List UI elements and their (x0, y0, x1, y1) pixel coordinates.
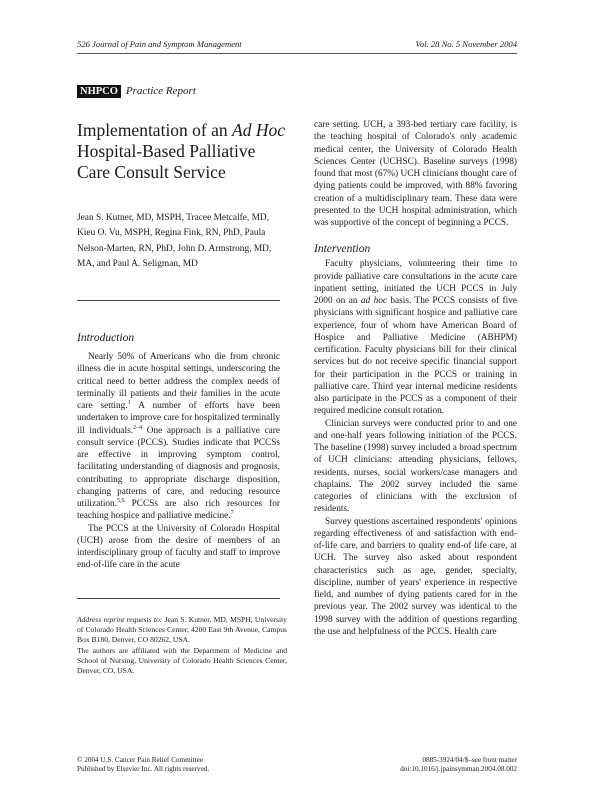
footnote (77, 615, 287, 677)
right-column (314, 119, 517, 638)
intro-heading: Introduction (77, 332, 135, 344)
running-header (77, 39, 517, 51)
publisher-line: Published by Elsevier Inc. All rights reserved. (77, 765, 210, 774)
running-header-left: 526 Journal of Pain and Symptom Management (77, 39, 242, 49)
article-title (77, 120, 287, 183)
section-name: Practice Report (125, 85, 196, 97)
header-rule (77, 53, 517, 54)
footer-right (400, 756, 517, 775)
title-part-2: Hospital-Based Palliative Care Consult Service (77, 141, 256, 182)
intervention-heading: Intervention (314, 243, 371, 256)
intro-paragraph-2: The PCCS at the University of Colorado Hospital (UCH) arose from the desire of members of an interdisciplinary group of faculty and staff to improve end-of-life care in the acute (77, 523, 280, 571)
intervention-paragraph-3: Survey questions ascertained respondents' opinions regarding effectiveness of and satisfaction with end-of-life care, and barriers to quality end-of life care, at UCH. The survey also asked about respondent characteristics such as age, gender, specialty, discipline, number of years' experience in respective field, and number of dying patients cared for in the previous year. The 2002 survey was identical to the 1998 survey with the addition of questions regarding the use and helpfulness of the PCCS. Health care (314, 516, 517, 637)
footnote-divider (77, 598, 280, 599)
title-part-1: Implementation of an (77, 120, 233, 140)
copyright-line: © 2004 U.S. Cancer Pain Relief Committee (77, 756, 204, 764)
intervention-paragraph-1: Faculty physicians, volunteering their time to provide palliative care consultations in the acute care inpatient setting, initiated the UCH PCCS in July 2000 on an ad hoc basis. The PCCS consists of five physicians with significant hospice and palliative care experience, four of whom have American Board of Hospice and Palliative Medicine (ABHPM) certification. Faculty physicians bill for their clinical services but do not receive specific financial support for their participation in the PCCS or training in palliative care. Third year internal medicine residents also participate in the PCCS as a component of their required medicine consult rotation. (314, 259, 517, 417)
nhpco-badge: NHPCO (77, 85, 121, 98)
footer-left (77, 756, 209, 775)
right-continuation-paragraph: care setting. UCH, a 393-bed tertiary care facility, is the teaching hospital of Colorado's only academic medical center, the University of Colorado Health Sciences Center (UCHSC). Baseline surveys (1998) found that most (67%) UCH clinicians thought care of dying patients could be improved, with 88% favoring creation of a multidisciplinary team. These data were presented to the UCH hospital administration, which was supportive of the concept of beginning a PCCS. (314, 120, 517, 228)
issn-line: 0885-3924/04/$–see front matter (422, 756, 517, 764)
affiliation-footnote: The authors are affiliated with the Department of Medicine and School of Nursing, University of Colorado Health Sciences Center, Denver, CO, USA. (77, 646, 287, 675)
title-divider (77, 300, 280, 301)
left-column (77, 332, 280, 572)
author-list: Jean S. Kutner, MD, MSPH, Tracee Metcalfe, MD, Kieu O. Vu, MSPH, Regina Fink, RN, PhD, Paula Nelson-Marten, RN, PhD, John D. Armstrong, MD, MA, and Paul A. Seligman, MD (77, 213, 272, 269)
section-tag (77, 84, 196, 98)
intro-paragraph-1: Nearly 50% of Americans who die from chronic illness die in acute hospital settings, underscoring the critical need to better address the complex needs of terminally ill patients and their families in the acute care setting.$^1$ A number of efforts have been undertaken to improve care for hospitalized terminally ill individuals.$^{2-4}$ One approach is a palliative care consult service (PCCS). Studies indicate that PCCSs are effective in improving symptom control, facilitating understanding of diagnosis and prognosis, contributing to appropriate discharge disposition, changing patterns of care, and reducing resource utilization.$^{5,6}$ PCCSs are also rich resources for teaching hospice and palliative medicine.$^7$ (77, 352, 280, 522)
running-header-right: Vol. 28 No. 5 November 2004 (415, 39, 517, 49)
address-footnote: Address reprint requests to: Jean S. Kutner, MD, MSPH, University of Colorado Health Sciences Center, 4200 East 9th Avenue, Campus Box B180, Denver, CO 80262, USA. (77, 615, 287, 644)
intervention-paragraph-2: Clinician surveys were conducted prior to and one and one-half years following initiation of the PCCS. The baseline (1998) survey included a broad spectrum of UCH clinicians: attending physicians, fellows, residents, nurses, social workers/case managers and chaplains. The 2002 survey included the same categories of clinicians with the exclusion of residents. (314, 418, 517, 515)
doi-line: doi:10.1016/j.jpainsymman.2004.08.002 (400, 765, 517, 774)
title-part-italic: Ad Hoc (232, 120, 286, 140)
